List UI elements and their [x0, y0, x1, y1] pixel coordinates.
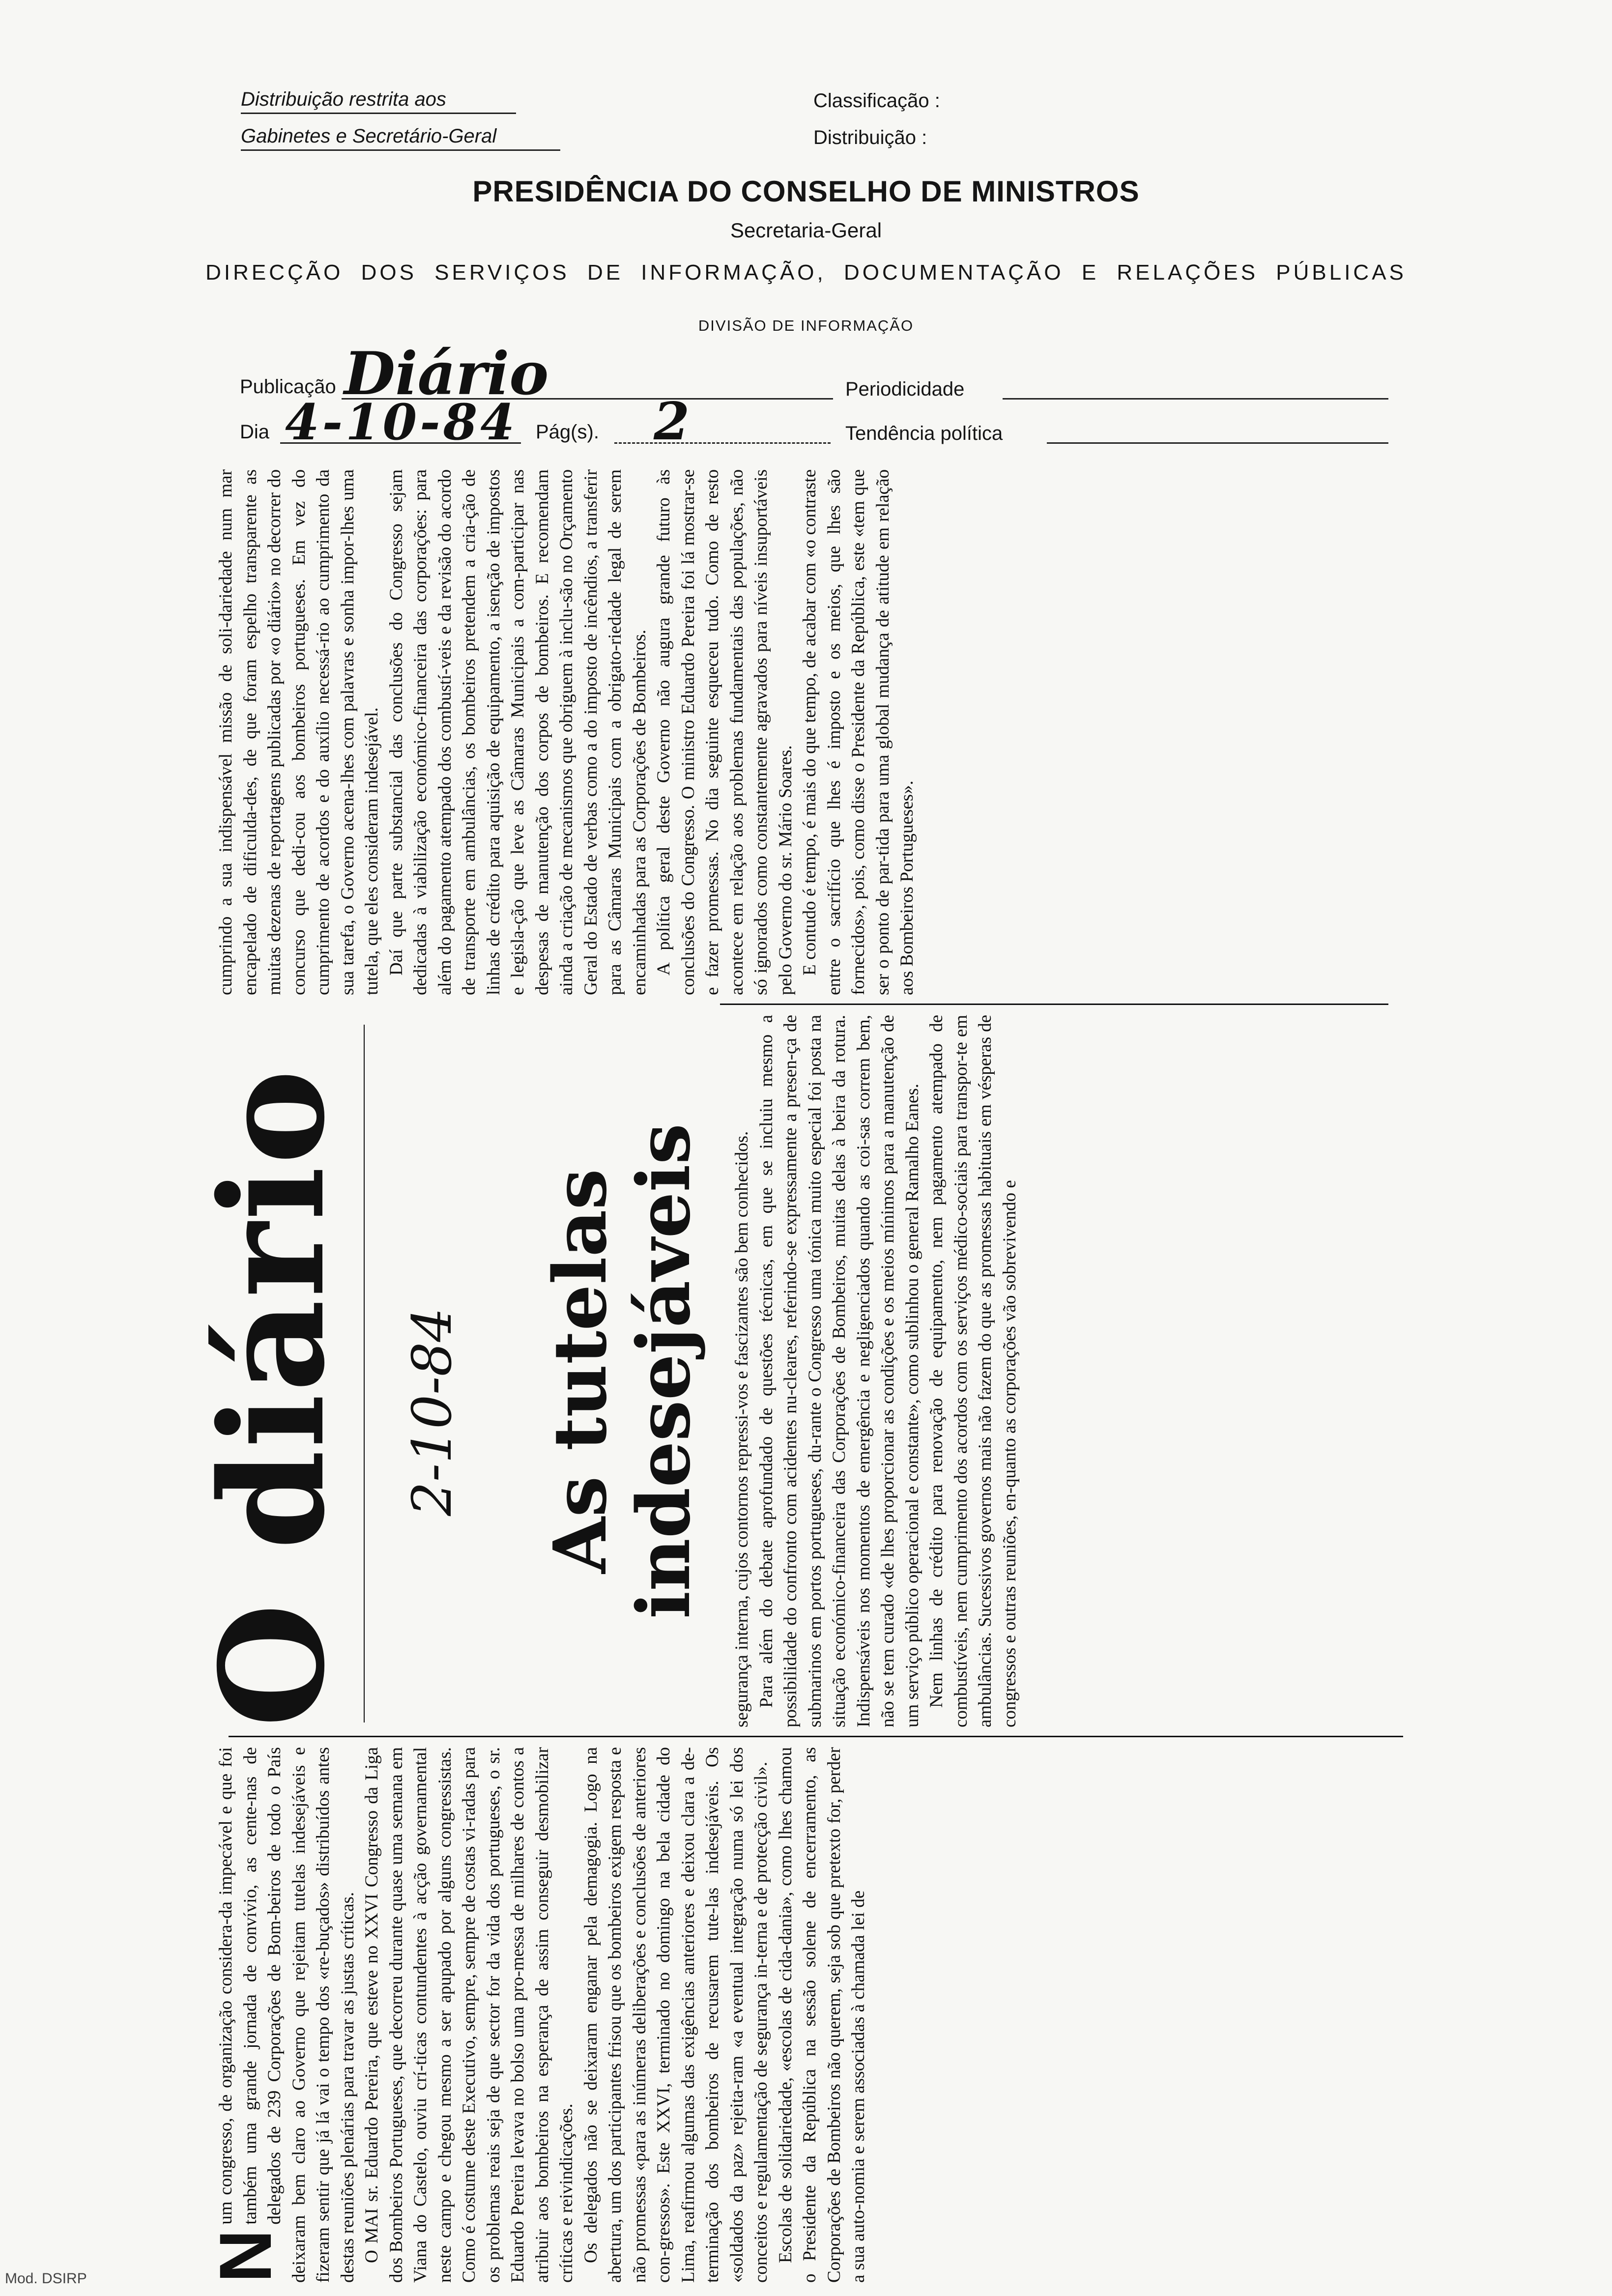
org-subtitle: Secretaria-Geral — [730, 219, 882, 242]
article-paragraph: Para além do debate aprofundado de questões técnicas, em que se incluiu mesmo a possibilidade do confronto com acidentes nu-cleares, referindo-se expressamente a presen-ça de submarinos em portos portugueses, du-rante o Congresso uma tónica muito especial foi posta na situação económico-financeira das Corporações de Bombeiros, muitas delas à beira da rotura. Indispensáveis nos momentos de emergência e negligenciados quando as coi-sas correm bem, não se tem curado «de lhes proporcionar as condições e os meios mínimos para a manutenção de um serviço público operacional e constante», como sublinhou o general Ramalho Eanes. — [756, 1015, 922, 1727]
article-column-3 — [214, 469, 1413, 995]
distribution-label: Distribuição : — [813, 127, 927, 148]
masthead: O diário — [189, 1067, 356, 1727]
publication-value: Diário — [344, 339, 549, 408]
pages-label: Pág(s). — [536, 421, 599, 443]
org-title: PRESIDÊNCIA DO CONSELHO DE MINISTROS — [472, 175, 1140, 208]
newspaper-clipping — [189, 469, 1413, 2283]
article-paragraph: O MAI sr. Eduardo Pereira, que esteve no XXVI Congresso da Liga dos Bombeiros Portugueses, que decorreu durante quase uma semana em Viana do Castelo, ouviu crí-ticas contundentes à acção governamental neste campo e chegou mesmo a ser apupado por alguns congressistas. Como é costume deste Executivo, sempre, sempre de costas vi-radas para os problemas reais seja de que sector for da vida dos portugueses, o sr. Eduardo Pereira levava no bolso uma pro-messa de milhares de contos a atribuir aos bombeiros na esperança de assim conseguir desmobilizar críticas e reivindicações. — [362, 1747, 576, 2283]
article-paragraph: um congresso, de organização considera-da impecável e que foi também uma grande jornada de convívio, as cente-nas de delegados de 239 Corporações de Bom-beiros de todo o País deixaram bem claro ao Governo que rejeitam tutelas indesejáveis e fizeram sentir que já lá vai o tempo dos «re-buçados» distribuídos antes destas reuniões plenárias para travar as justas críticas. — [216, 1747, 358, 2283]
article-paragraph: Nem linhas de crédito para renovação de equipamento, nem pagamento atempado de combustíveis, nem cumprimento dos acordos com os serviços médico-sociais para transpor-te em ambulâncias. Sucessivos governos mais não fazem do que as promessas habituais em vésperas de congressos e outras reuniões, en-quanto as corporações vão sobrevivendo e — [926, 1015, 1020, 1727]
publication-label: Publicação — [240, 376, 336, 398]
directorate: DIRECÇÃO DOS SERVIÇOS DE INFORMAÇÃO, DOCUMENTAÇÃO E RELAÇÕES PÚBLICAS — [205, 260, 1407, 285]
drop-cap: N — [204, 2229, 287, 2283]
article-paragraph: cumprindo a sua indispensável missão de soli-dariedade num mar encapelado de dificulda-des, de que foram espelho transparente as muitas dezenas de reportagens publicadas por «o diário» no decorrer do concurso que dedi-cou aos bombeiros portugueses. Em vez do cumprimento de acordos e do auxílio necessá-rio ao cumprimento da sua tarefa, o Governo acena-lhes com palavras e sonha impor-lhes uma tutela, que eles consideram indesejável. — [216, 469, 382, 995]
pages-value: 2 — [654, 391, 690, 452]
day-field-line — [280, 442, 521, 444]
article-paragraph: segurança interna, cujos contornos repressi-vos e fascizantes são bem conhecidos. — [732, 1131, 752, 1727]
restricted-distribution-line1: Distribuição restrita aos — [241, 88, 516, 114]
day-value: 4-10-84 — [285, 393, 518, 451]
tendency-label: Tendência política — [845, 423, 1003, 444]
article-paragraph: Os delegados não se deixaram enganar pela demagogia. Logo na abertura, um dos participantes frisou que os bombeiros exigem resposta e não promessas «para as inúmeras deliberações e conclusões de anteriores con-gressos». Este XXVI, terminado no domingo na bela cidade do Lima, reafirmou algumas das exigências anteriores e deixou clara a de-terminação dos bombeiros de recusarem tute-las indesejáveis. Os «soldados da paz» rejeita-ram «a eventual integração numa só lei dos conceitos e regulamentação de segurança in-terna e de protecção civil». — [580, 1747, 771, 2283]
periodicity-field-line — [1003, 398, 1388, 400]
article-paragraph: Escolas de solidariedade, «escolas de cida-dania», como lhes chamou o Presidente da República na sessão solene de encerramento, as Corporações de Bombeiros não querem, seja sob que pretexto for, perder a sua auto-nomia e serem associadas à chamada lei de — [775, 1747, 868, 2283]
headline-line-1: As tutelas — [537, 1169, 623, 1574]
pages-field-line — [614, 442, 831, 444]
article-paragraph: E contudo é tempo, é mais do que tempo, de acabar com «o contraste entre o sacrifício que lhes é imposto e os meios, que lhes são fornecidos», pois, como disse o Presidente da República, este «tem que ser o ponto de par-tida para uma global mudança de atitude em relação aos Bombeiros Portugueses». — [800, 469, 917, 995]
column-divider — [229, 1736, 1403, 1737]
headline-line-2: indesejáveis — [621, 1123, 706, 1619]
handwritten-note: 2-10-84 — [401, 1307, 463, 1516]
restricted-distribution-line2: Gabinetes e Secretário-Geral — [241, 125, 560, 151]
article-paragraph: A política geral deste Governo não augura grande futuro às conclusões do Congresso. O ministro Eduardo Pereira foi lá mostrar-se e fazer promessas. No dia seguinte esqueceu tudo. Como de resto acontece em relação aos problemas fundamentais das populações, não só ignorados como constantemente agravados para níveis insuportáveis pelo Governo do sr. Mário Soares. — [654, 469, 796, 995]
article-column-1 — [204, 1747, 1413, 2283]
column-divider — [720, 1004, 1388, 1005]
division: DIVISÃO DE INFORMAÇÃO — [698, 317, 914, 334]
headline — [538, 1015, 705, 1727]
masthead-rule — [364, 1025, 365, 1722]
article-column-2 — [730, 1015, 1388, 1727]
periodicity-label: Periodicidade — [845, 378, 965, 400]
classification-label: Classificação : — [813, 90, 940, 112]
article-paragraph: Daí que parte substancial das conclusões do Congresso sejam dedicadas à viabilização económico-financeira das corporações: para além do pagamento atempado dos combustí-veis e da revisão do acordo de transporte em ambulâncias, os bombeiros pretendem a cria-ção de linhas de crédito para aquisição de equipamento, a isenção de impostos e legisla-ção que leve as Câmaras Municipais a com-participar nas despesas de manutenção dos corpos de bombeiros. E recomendam ainda a criação de mecanismos que obriguem à inclu-são no Orçamento Geral do Estado de verbas como a do imposto de incêndios, a transferir para as Câmaras Municipais com a obrigato-riedade legal de serem encaminhadas para as Corporações de Bombeiros. — [386, 469, 650, 995]
tendency-field-line — [1047, 442, 1388, 444]
form-code: Mod. DSIRP — [5, 2270, 87, 2287]
day-label: Dia — [240, 421, 270, 443]
